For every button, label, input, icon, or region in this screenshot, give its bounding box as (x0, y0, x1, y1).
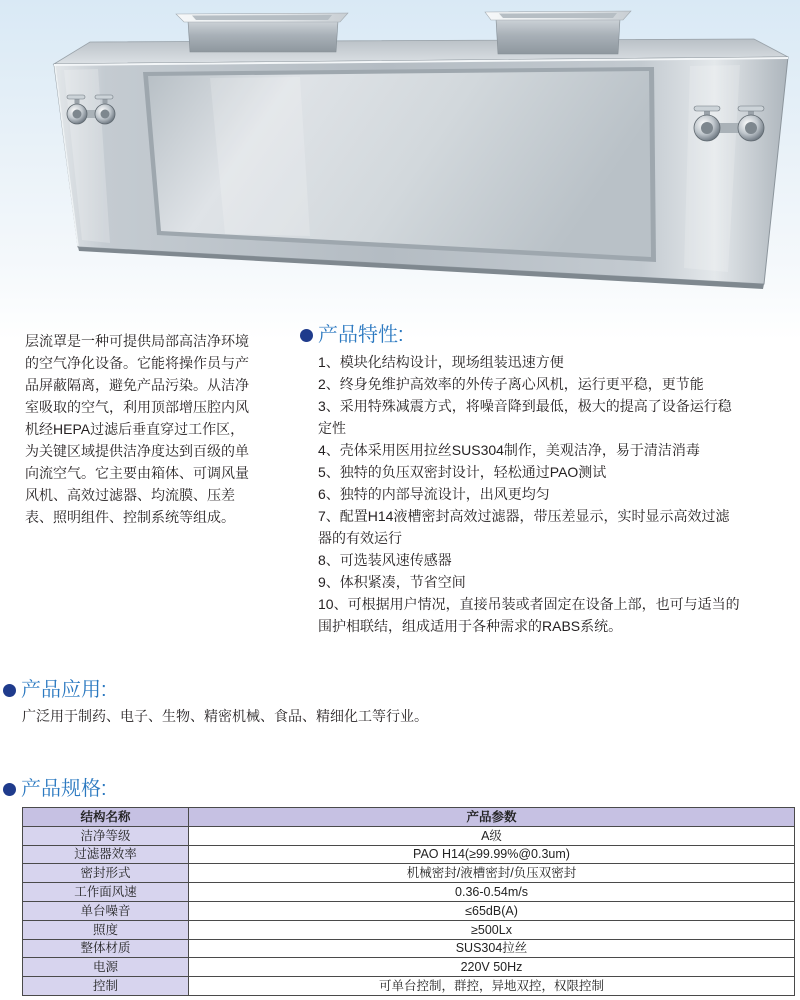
feature-line: 4、壳体采用医用拉丝SUS304制作，美观洁净，易于清洁消毒 (318, 442, 700, 458)
valve-port (701, 122, 713, 134)
table-row (23, 826, 795, 845)
valve-connector (718, 123, 740, 133)
inlet-body (496, 19, 620, 54)
spec-value-cell: 220V 50Hz (189, 958, 795, 977)
inlet-body (188, 21, 338, 52)
feature-line: 围护相联结，组成适用于各种需求的RABS系统。 (318, 618, 623, 634)
spec-name-cell: 照度 (23, 920, 189, 939)
table-row (23, 920, 795, 939)
feature-item (318, 461, 740, 483)
feature-line: 6、独特的内部导流设计，出风更均匀 (318, 486, 550, 502)
table-row (23, 864, 795, 883)
feature-line: 10、可根据用户情况，直接吊装或者固定在设备上部，也可与适当的 (318, 596, 740, 612)
table-row (23, 845, 795, 864)
feature-line: 定性 (318, 420, 346, 436)
feature-line: 器的有效运行 (318, 530, 402, 546)
applications-heading (3, 678, 107, 702)
table-row (23, 977, 795, 996)
feature-item (318, 549, 740, 571)
features-title: 产品特性: (318, 324, 404, 346)
table-row (23, 883, 795, 902)
valve-icon (694, 106, 720, 141)
feature-line: 7、配置H14液槽密封高效过滤器，带压差显示，实时显示高效过滤 (318, 508, 730, 524)
spec-value-cell: ≤65dB(A) (189, 901, 795, 920)
intro-line: 为关键区域提供洁净度达到百级的单 (25, 443, 249, 459)
door-reflection (210, 77, 310, 236)
feature-item (318, 373, 740, 395)
feature-item (318, 483, 740, 505)
intro-line: 层流罩是一种可提供局部高洁净环境 (25, 333, 249, 349)
table-header-row (23, 808, 795, 827)
intro-line: 风机、高效过滤器、均流膜、压差 (25, 487, 235, 503)
applications-text: 广泛用于制药、电子、生物、精密机械、食品、精细化工等行业。 (22, 708, 428, 724)
spec-value-cell: A级 (189, 826, 795, 845)
spec-value-cell: PAO H14(≥99.99%@0.3um) (189, 845, 795, 864)
spec-name-cell: 单台噪音 (23, 901, 189, 920)
laminar-flow-hood (54, 11, 788, 289)
intro-line: 向流空气。它主要由箱体、可调风量 (25, 465, 249, 481)
valve-port (745, 122, 757, 134)
valve-handle (67, 95, 85, 99)
spec-name-cell: 控制 (23, 977, 189, 996)
inlet-opening (499, 13, 617, 18)
features-heading (300, 323, 404, 347)
feature-item (318, 439, 740, 461)
features-list (318, 351, 740, 637)
intro-line: 室吸取的空气，利用顶部增压腔内风 (25, 399, 249, 415)
intro-paragraph (25, 330, 249, 528)
feature-item (318, 351, 740, 373)
applications-title: 产品应用: (21, 679, 107, 701)
feature-line: 9、体积紧凑，节省空间 (318, 574, 466, 590)
bullet-icon (300, 329, 313, 342)
valve-handle (694, 106, 720, 111)
valve-handle (95, 95, 113, 99)
table-row (23, 901, 795, 920)
feature-line: 2、终身免维护高效率的外传子离心风机，运行更平稳，更节能 (318, 376, 704, 392)
header-cell-name: 结构名称 (23, 808, 189, 827)
spec-value-cell: 0.36-0.54m/s (189, 883, 795, 902)
intro-line: 表、照明组件、控制系统等组成。 (25, 509, 235, 525)
feature-item (318, 571, 740, 593)
bullet-icon (3, 684, 16, 697)
spec-value-cell: SUS304拉丝 (189, 939, 795, 958)
air-inlet-left (176, 13, 348, 52)
spec-value-cell: ≥500Lx (189, 920, 795, 939)
feature-line: 5、独特的负压双密封设计，轻松通过PAO测试 (318, 464, 607, 480)
product-photo (0, 0, 800, 300)
feature-line: 3、采用特殊减震方式，将噪音降到最低，极大的提高了设备运行稳 (318, 398, 732, 414)
intro-line: 机经HEPA过滤后垂直穿过工作区， (25, 421, 245, 437)
valve-handle (738, 106, 764, 111)
specs-title: 产品规格: (21, 778, 107, 800)
spec-name-cell: 整体材质 (23, 939, 189, 958)
intro-line: 的空气净化设备。它能将操作员与产 (25, 355, 249, 371)
header-cell-param: 产品参数 (189, 808, 795, 827)
feature-line: 8、可选装风速传感器 (318, 552, 452, 568)
feature-item (318, 593, 740, 637)
spec-name-cell: 过滤器效率 (23, 845, 189, 864)
feature-line: 1、模块化结构设计，现场组装迅速方便 (318, 354, 564, 370)
spec-name-cell: 电源 (23, 958, 189, 977)
spec-name-cell: 密封形式 (23, 864, 189, 883)
bullet-icon (3, 783, 16, 796)
air-inlet-right (485, 11, 631, 54)
spec-name-cell: 工作面风速 (23, 883, 189, 902)
table-row (23, 958, 795, 977)
feature-item (318, 505, 740, 549)
spec-value-cell: 可单台控制，群控，异地双控，权限控制 (189, 977, 795, 996)
specs-table (22, 807, 795, 996)
valve-icon (738, 106, 764, 141)
spec-name-cell: 洁净等级 (23, 826, 189, 845)
valve-port (73, 110, 82, 119)
spec-value-cell: 机械密封/液槽密封/负压双密封 (189, 864, 795, 883)
table-row (23, 939, 795, 958)
specs-heading (3, 777, 107, 801)
inlet-opening (192, 15, 332, 20)
valve-port (101, 110, 110, 119)
intro-line: 品屏蔽隔离，避免产品污染。从洁净 (25, 377, 249, 393)
feature-item (318, 395, 740, 439)
